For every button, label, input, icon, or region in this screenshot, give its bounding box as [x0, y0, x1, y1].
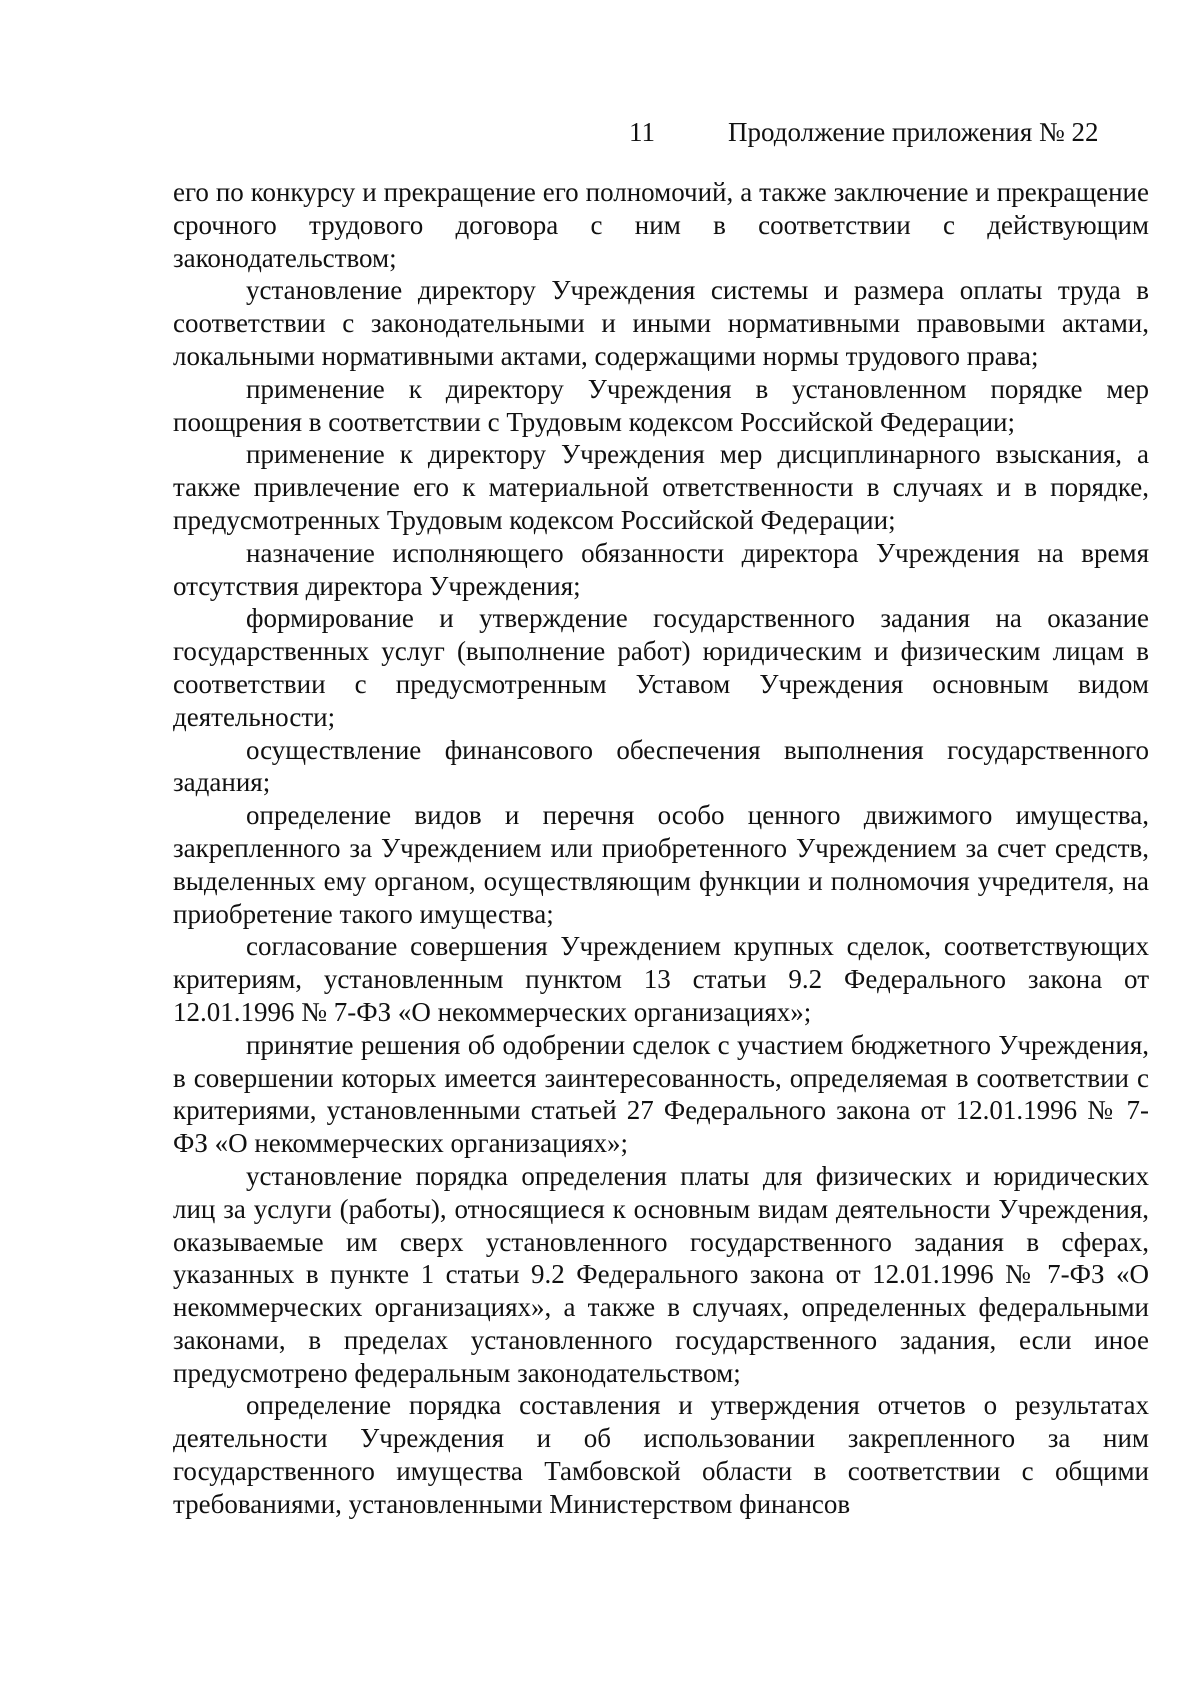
page-number: 11 — [629, 117, 655, 147]
document-body — [173, 176, 1149, 1521]
paragraph: установление директору Учреждения системы и размера оплаты труда в соответствии с законодательными и иными нормативными правовыми актами, локальными нормативными актами, содержащими нормы трудового права; — [173, 275, 1149, 371]
paragraph: применение к директору Учреждения в установленном порядке мер поощрения в соответствии с Трудовым кодексом Российской Федерации; — [173, 373, 1149, 437]
paragraph: определение видов и перечня особо ценного движимого имущества, закрепленного за Учреждением или приобретенного Учреждением за счет средств, выделенных ему органом, осуществляющим функции и полномочия учредителя, на приобретение такого имущества; — [173, 800, 1149, 929]
paragraph: согласование совершения Учреждением крупных сделок, соответствующих критериям, установленным пунктом 13 статьи 9.2 Федерального закона от 12.01.1996 № 7-ФЗ «О некоммерческих организациях»; — [173, 931, 1149, 1027]
paragraph: осуществление финансового обеспечения выполнения государственного задания; — [173, 734, 1149, 798]
appendix-caption: Продолжение приложения № 22 — [728, 117, 1099, 147]
paragraph: применение к директору Учреждения мер дисциплинарного взыскания, а также привлечение его к материальной ответственности в случаях и в порядке, предусмотренных Трудовым кодексом Российской Федерации; — [173, 439, 1149, 535]
paragraph: его по конкурсу и прекращение его полномочий, а также заключение и прекращение срочного трудового договора с ним в соответствии с действующим законодательством; — [173, 177, 1149, 273]
paragraph: определение порядка составления и утверждения отчетов о результатах деятельности Учреждения и об использовании закрепленного за ним государственного имущества Тамбовской области в соответствии с общими требованиями, установленными Министерством финансов — [173, 1390, 1149, 1519]
paragraph: принятие решения об одобрении сделок с участием бюджетного Учреждения, в совершении которых имеется заинтересованность, определяемая в соответствии с критериями, установленными статьей 27 Федерального закона от 12.01.1996 № 7-ФЗ «О некоммерческих организациях»; — [173, 1029, 1149, 1159]
paragraph: назначение исполняющего обязанности директора Учреждения на время отсутствия директора Учреждения; — [173, 537, 1149, 601]
paragraph: установление порядка определения платы для физических и юридических лиц за услуги (работы), относящиеся к основным видам деятельности Учреждения, оказываемые им сверх установленного государственного задания в сферах, указанных в пункте 1 статьи 9.2 Федерального закона от 12.01.1996 № 7-ФЗ «О некоммерческих организациях», а также в случаях, определенных федеральными законами, в пределах установленного государственного задания, если иное предусмотрено федеральным законодательством; — [173, 1160, 1149, 1388]
paragraph: формирование и утверждение государственного задания на оказание государственных услуг (выполнение работ) юридическим и физическим лицам в соответствии с предусмотренным Уставом Учреждения основным видом деятельности; — [173, 603, 1149, 732]
page-header — [0, 112, 1200, 152]
